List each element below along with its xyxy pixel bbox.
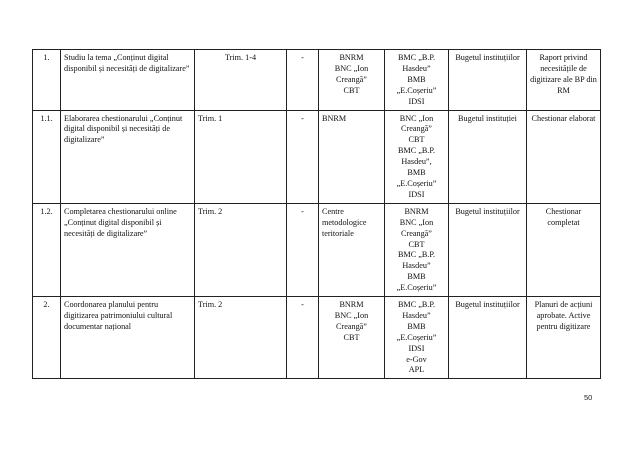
- term-cell: Trim. 1-4: [195, 50, 287, 111]
- partners-cell: [385, 110, 449, 203]
- row-number: 1.2.: [33, 203, 61, 296]
- partners-cell-line: Hasdeu”: [402, 310, 431, 320]
- partners-cell-line: BMC „B.P.: [397, 250, 436, 260]
- responsible-cell-line: Creangă”: [336, 74, 367, 84]
- responsible-cell-line: BNRM: [322, 113, 347, 123]
- responsible-cell-line: Creangă”: [336, 321, 367, 331]
- partners-cell-line: BMC „B.P.: [397, 300, 436, 310]
- dash-cell: -: [287, 203, 319, 296]
- partners-cell: [385, 50, 449, 111]
- table-body: [33, 50, 601, 379]
- partners-cell-line: BNC „Ion: [399, 217, 434, 227]
- partners-cell-line: „E.Coșeriu”: [396, 178, 437, 188]
- responsible-cell: [319, 297, 385, 379]
- partners-cell-line: Creangă”: [401, 228, 432, 238]
- row-number: 1.: [33, 50, 61, 111]
- dash-cell: -: [287, 110, 319, 203]
- term-cell: Trim. 2: [195, 297, 287, 379]
- responsible-cell-line: BNRM: [339, 53, 364, 62]
- partners-cell-line: e-Gov: [406, 354, 427, 364]
- partners-cell-line: BNRM: [404, 206, 429, 216]
- partners-cell-line: APL: [408, 365, 425, 375]
- partners-cell-line: BMB: [407, 74, 426, 84]
- funding-cell: Bugetul instituțiilor: [449, 203, 527, 296]
- activity-cell: Completarea chestionarului online „Conținut digital disponibil și necesități de digitalizare”: [61, 203, 195, 296]
- partners-cell: [385, 203, 449, 296]
- responsible-cell-line: CBT: [343, 85, 360, 95]
- partners-cell-line: BNC „Ion: [399, 113, 434, 123]
- partners-cell-line: Creangă”: [401, 124, 432, 134]
- funding-cell: Bugetul instituțiilor: [449, 50, 527, 111]
- responsible-cell: [319, 50, 385, 111]
- table-row: [33, 203, 601, 296]
- responsible-cell-line: CBT: [343, 332, 360, 342]
- funding-cell: Bugetul instituției: [449, 110, 527, 203]
- row-number: 2.: [33, 297, 61, 379]
- partners-cell-line: Hasdeu”,: [401, 157, 432, 167]
- partners-cell-line: Hasdeu”: [402, 261, 431, 271]
- responsible-cell: [319, 203, 385, 296]
- partners-cell-line: Hasdeu”: [402, 63, 431, 73]
- partners-cell-line: IDSI: [408, 189, 425, 199]
- responsible-cell-line: Centre: [322, 206, 344, 216]
- activity-cell: Studiu la tema „Conținut digital disponibil și necesități de digitalizare”: [61, 50, 195, 111]
- dash-cell: -: [287, 50, 319, 111]
- result-cell: Chestionar completat: [527, 203, 601, 296]
- partners-cell-line: „E.Coșeriu”: [396, 332, 437, 342]
- partners-cell-line: CBT: [408, 239, 425, 249]
- partners-cell-line: CBT: [408, 135, 425, 145]
- responsible-cell-line: metodologice: [322, 217, 367, 227]
- partners-cell-line: IDSI: [408, 96, 425, 106]
- term-cell: Trim. 2: [195, 203, 287, 296]
- row-number: 1.1.: [33, 110, 61, 203]
- partners-cell-line: „E.Coșeriu”: [396, 283, 437, 293]
- funding-cell: Bugetul instituțiilor: [449, 297, 527, 379]
- responsible-cell-line: BNC „Ion: [334, 310, 369, 320]
- partners-cell-line: BMB: [407, 321, 426, 331]
- responsible-cell-line: teritoriale: [322, 228, 354, 238]
- activity-plan-table: [32, 49, 601, 379]
- page-number: 50: [584, 393, 593, 402]
- responsible-cell-line: BNRM: [339, 300, 364, 310]
- partners-cell-line: BMC „B.P.: [397, 53, 436, 62]
- partners-cell-line: BMC „B.P.: [397, 146, 436, 156]
- activity-cell: Elaborarea chestionarului „Conținut digital disponibil și necesități de digitalizare”: [61, 110, 195, 203]
- dash-cell: -: [287, 297, 319, 379]
- table-row: [33, 50, 601, 111]
- partners-cell-line: „E.Coșeriu”: [396, 85, 437, 95]
- term-cell: Trim. 1: [195, 110, 287, 203]
- table-row: [33, 297, 601, 379]
- partners-cell-line: IDSI: [408, 343, 425, 353]
- partners-cell: [385, 297, 449, 379]
- result-cell: Chestionar elaborat: [527, 110, 601, 203]
- table-row: [33, 110, 601, 203]
- responsible-cell: [319, 110, 385, 203]
- result-cell: Raport privind necesitățile de digitizare ale BP din RM: [527, 50, 601, 111]
- partners-cell-line: BMB: [407, 168, 426, 178]
- result-cell: Planuri de acțiuni aprobate. Active pentru digitizare: [527, 297, 601, 379]
- partners-cell-line: BMB: [407, 272, 426, 282]
- responsible-cell-line: BNC „Ion: [334, 63, 369, 73]
- activity-cell: Coordonarea planului pentru digitizarea patrimoniului cultural documentar național: [61, 297, 195, 379]
